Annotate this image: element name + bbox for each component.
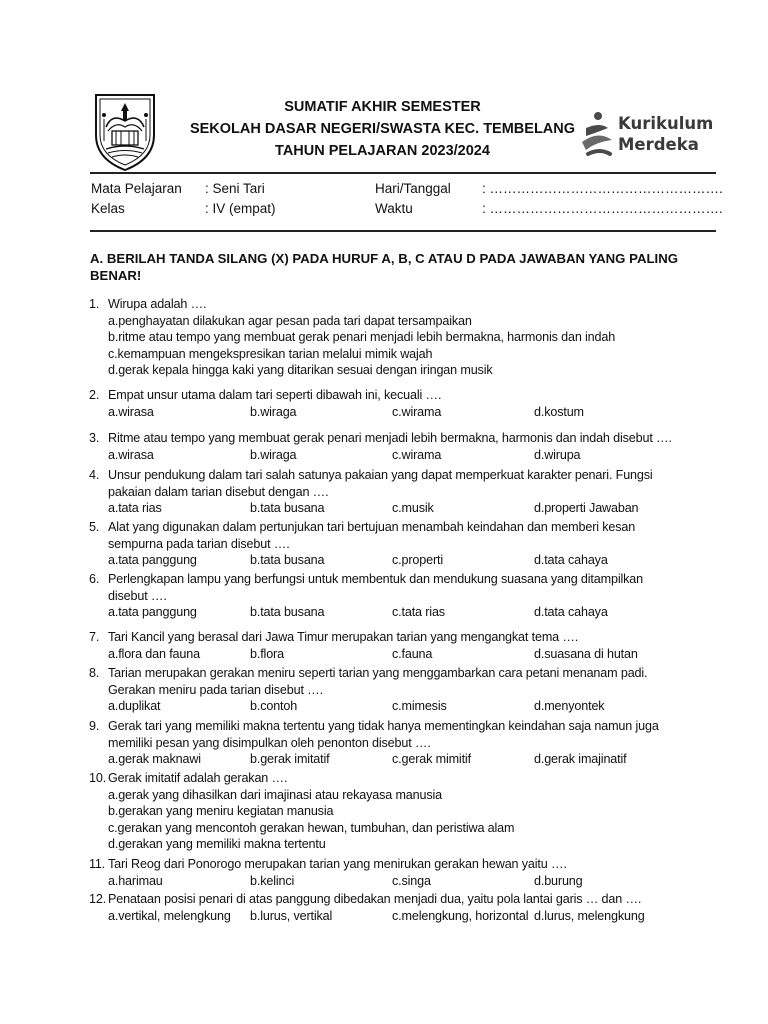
question-number: 1. [89,297,100,311]
question-text-cont: disebut …. [108,588,167,603]
question-1 [89,296,689,379]
question-2 [89,387,689,420]
option-b: b.tata busana [250,605,325,620]
question-text-cont: Gerakan meniru pada tarian disebut …. [108,682,323,697]
option-a: a.harimau [108,873,163,888]
class-value: : IV (empat) [205,201,276,216]
option-a: a.vertikal, melengkung [108,908,231,923]
option-a: a.gerak yang dihasilkan dari imajinasi atau rekayasa manusia [108,787,443,802]
option-a: a.wirasa [108,447,154,462]
question-5 [89,519,689,569]
option-d: d.gerak imajinatif [534,752,627,767]
option-b: b.wiraga [250,447,297,462]
question-text: Wirupa adalah …. [108,297,207,311]
option-b: b.wiraga [250,404,297,419]
question-text: Empat unsur utama dalam tari seperti dibawah ini, kecuali …. [108,388,442,402]
question-11 [89,856,689,889]
kurikulum-merdeka-logo [578,108,718,164]
option-b: b.gerak imitatif [250,752,330,767]
title-line-3: TAHUN PELAJARAN 2023/2024 [275,143,490,159]
option-b: b.tata busana [250,501,325,516]
question-number: 5. [89,520,100,534]
title-line-2: SEKOLAH DASAR NEGERI/SWASTA KEC. TEMBELANG [189,121,576,137]
question-8 [89,665,689,715]
option-a: a.penghayatan dilakukan agar pesan pada tari dapat tersampaikan [108,313,472,328]
time-label: Waktu [375,201,413,216]
question-text: Tarian merupakan gerakan meniru seperti tarian yang menggambarkan cara petani menanam padi. [108,666,648,680]
option-c: c.gerak mimitif [392,752,471,767]
question-4 [89,467,689,517]
option-d: d.tata cahaya [534,553,608,568]
option-a: a.duplikat [108,699,161,714]
title-line-1: SUMATIF AKHIR SEMESTER [284,99,481,115]
option-b: b.contoh [250,699,298,714]
logo-wordmark [618,113,713,155]
header-divider [90,172,716,174]
option-d: d.tata cahaya [534,605,608,620]
subject-label: Mata Pelajaran [91,181,182,196]
question-number: 6. [89,572,100,586]
question-text: Unsur pendukung dalam tari salah satunya pakaian yang dapat memperkuat karakter penari. Fungsi [108,468,653,482]
day-value: : ……………………………………………. [482,181,723,196]
logo-line-2: Merdeka [618,135,699,154]
question-6 [89,571,689,621]
logo-line-1: Kurikulum [618,114,714,133]
question-9 [89,718,689,768]
time-value: : ……………………………………………. [482,201,723,216]
question-text: Perlengkapan lampu yang berfungsi untuk membentuk dan mendukung suasana yang ditampilkan [108,572,643,586]
option-a: a.tata panggung [108,605,197,620]
option-d: d.menyontek [534,699,605,714]
question-text: Tari Kancil yang berasal dari Jawa Timur merupakan tarian yang mengangkat tema …. [108,630,579,644]
question-text: Penataan posisi penari di atas panggung dibedakan menjadi dua, yaitu pola lantai garis … dan …. [108,892,642,906]
option-b: b.kelinci [250,873,295,888]
option-c: c.gerakan yang mencontoh gerakan hewan, tumbuhan, dan peristiwa alam [108,820,515,835]
question-number: 3. [89,431,100,445]
section-instruction: A. BERILAH TANDA SILANG (X) PADA HURUF A, B, C ATAU D PADA JAWABAN YANG PALING BENAR! [90,251,678,283]
question-number: 8. [89,666,100,680]
question-12 [89,891,689,924]
option-c: c.singa [392,873,431,888]
option-d: d.burung [534,873,583,888]
question-10 [89,770,689,853]
meta-divider [90,230,716,232]
option-b: b.gerakan yang meniru kegiatan manusia [108,804,334,819]
kurikulum-merdeka-logo-icon [578,110,614,162]
question-number: 11. [89,857,106,871]
option-d: d.gerak kepala hingga kaki yang ditarikan sesuai dengan iringan musik [108,363,493,378]
question-text: Gerak imitatif adalah gerakan …. [108,771,288,785]
question-text-cont: pakaian dalam tarian disebut dengan …. [108,484,329,499]
option-b: b.ritme atau tempo yang membuat gerak penari menjadi lebih bermakna, harmonis dan indah [108,330,616,345]
option-d: d.lurus, melengkung [534,908,645,923]
question-number: 9. [89,719,100,733]
option-c: c.fauna [392,646,433,661]
question-number: 7. [89,630,100,644]
option-d: d.properti Jawaban [534,501,639,516]
option-c: c.wirama [392,447,442,462]
option-d: d.gerakan yang memiliki makna tertentu [108,837,326,852]
option-c: c.kemampuan mengekspresikan tarian melalui mimik wajah [108,346,433,361]
option-d: d.wirupa [534,447,581,462]
option-b: b.tata busana [250,553,325,568]
option-c: c.mimesis [392,699,447,714]
question-text: Ritme atau tempo yang membuat gerak penari menjadi lebih bermakna, harmonis dan indah disebut …. [108,431,672,445]
question-number: 12. [89,892,107,906]
class-label: Kelas [91,201,125,216]
question-text: Alat yang digunakan dalam pertunjukan tari bertujuan menambah keindahan dan memberi kesan [108,520,636,534]
question-number: 4. [89,468,100,482]
option-c: c.properti [392,553,443,568]
option-a: a.flora dan fauna [108,646,200,661]
option-b: b.lurus, vertikal [250,908,333,923]
option-c: c.musik [392,501,434,516]
option-c: c.melengkung, horizontal [392,908,529,923]
option-c: c.tata rias [392,605,445,620]
question-text-cont: memiliki pesan yang disimpulkan oleh penonton disebut …. [108,735,431,750]
option-a: a.tata panggung [108,553,197,568]
day-label: Hari/Tanggal [375,181,451,196]
question-text: Gerak tari yang memiliki makna tertentu yang tidak hanya mementingkan keindahan saja namun juga [108,719,659,733]
question-number: 10. [89,771,107,785]
question-7 [89,629,689,662]
option-a: a.wirasa [108,404,154,419]
exam-title [175,96,590,162]
question-text: Tari Reog dari Ponorogo merupakan tarian yang menirukan gerakan hewan yaitu …. [108,857,567,871]
question-3 [89,430,689,463]
option-d: d.suasana di hutan [534,646,638,661]
question-text-cont: sempurna pada tarian disebut …. [108,536,290,551]
option-b: b.flora [250,646,284,661]
option-d: d.kostum [534,404,584,419]
regency-emblem-icon [92,91,158,173]
option-c: c.wirama [392,404,442,419]
question-number: 2. [89,388,100,402]
option-a: a.tata rias [108,501,162,516]
subject-value: : Seni Tari [205,181,265,196]
option-a: a.gerak maknawi [108,752,201,767]
